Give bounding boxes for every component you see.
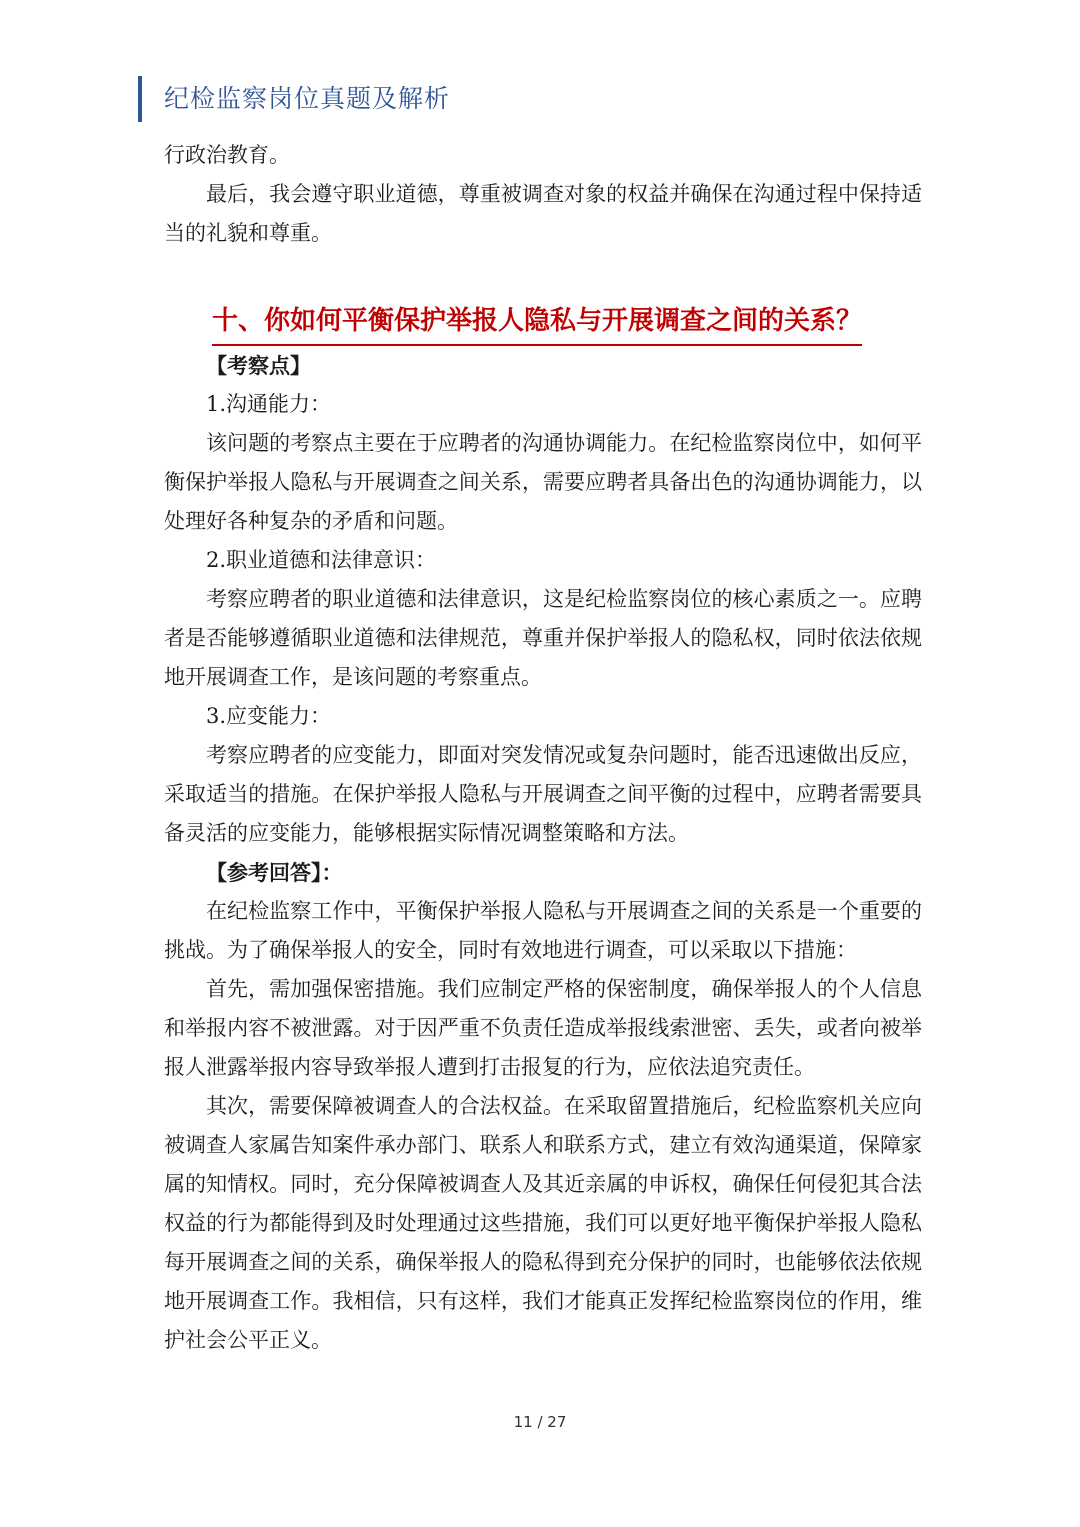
point2-text: 考察应聘者的职业道德和法律意识，这是纪检监察岗位的核心素质之一。应聘者是否能够遵循职业道德和法律规范，尊重并保护举报人的隐私权，同时依法依规地开展调查工作，是该问题的考察重点。: [164, 587, 922, 689]
point3-title: 3.应变能力：: [206, 704, 332, 728]
answer-paragraph-2: 首先，需加强保密措施。我们应制定严格的保密制度，确保举报人的个人信息和举报内容不被泄露。对于因严重不负责任造成举报线索泄密、丢失，或者向被举报人泄露举报内容导致举报人遭到打击报复的行为，应依法追究责任。: [164, 977, 922, 1079]
answer-label: 【参考回答】：: [206, 860, 343, 885]
point1-title: 1.沟通能力：: [206, 392, 332, 416]
answer-paragraph-3: 其次，需要保障被调查人的合法权益。在采取留置措施后，纪检监察机关应向被调查人家属告知案件承办部门、联系人和联系方式，建立有效沟通渠道，保障家属的知情权。同时，充分保障被调查人及其近亲属的申诉权，确保任何侵犯其合法权益的行为都能得到及时处理通过这些措施，我们可以更好地平衡保护举报人隐私每开展调查之间的关系，确保举报人的隐私得到充分保护的同时，也能够依法依规地开展调查工作。我相信，只有这样，我们才能真正发挥纪检监察岗位的作用，维护社会公平正义。: [164, 1094, 922, 1352]
kaocha-label: 【考察点】: [206, 353, 311, 378]
header-title: 纪检监察岗位真题及解析: [164, 84, 451, 113]
section-title: 十、你如何平衡保护举报人隐私与开展调查之间的关系？: [212, 298, 862, 346]
point1-text: 该问题的考察点主要在于应聘者的沟通协调能力。在纪检监察岗位中，如何平衡保护举报人隐私与开展调查之间关系，需要应聘者具备出色的沟通协调能力，以处理好各种复杂的矛盾和问题。: [164, 431, 922, 533]
paragraph-continuation: 行政治教育。: [164, 143, 290, 167]
paragraph-closing: 最后，我会遵守职业道德，尊重被调查对象的权益并确保在沟通过程中保持适当的礼貌和尊重。: [164, 182, 922, 245]
point3-text: 考察应聘者的应变能力，即面对突发情况或复杂问题时，能否迅速做出反应，采取适当的措施。在保护举报人隐私与开展调查之间平衡的过程中，应聘者需要具备灵活的应变能力，能够根据实际情况调整策略和方法。: [164, 743, 922, 845]
answer-paragraph-1: 在纪检监察工作中，平衡保护举报人隐私与开展调查之间的关系是一个重要的挑战。为了确保举报人的安全，同时有效地进行调查，可以采取以下措施：: [164, 899, 922, 962]
point2-title: 2.职业道德和法律意识：: [206, 548, 437, 572]
document-body: [164, 136, 922, 1360]
page-number: 11 / 27: [513, 1413, 567, 1431]
page-header: [138, 76, 450, 122]
